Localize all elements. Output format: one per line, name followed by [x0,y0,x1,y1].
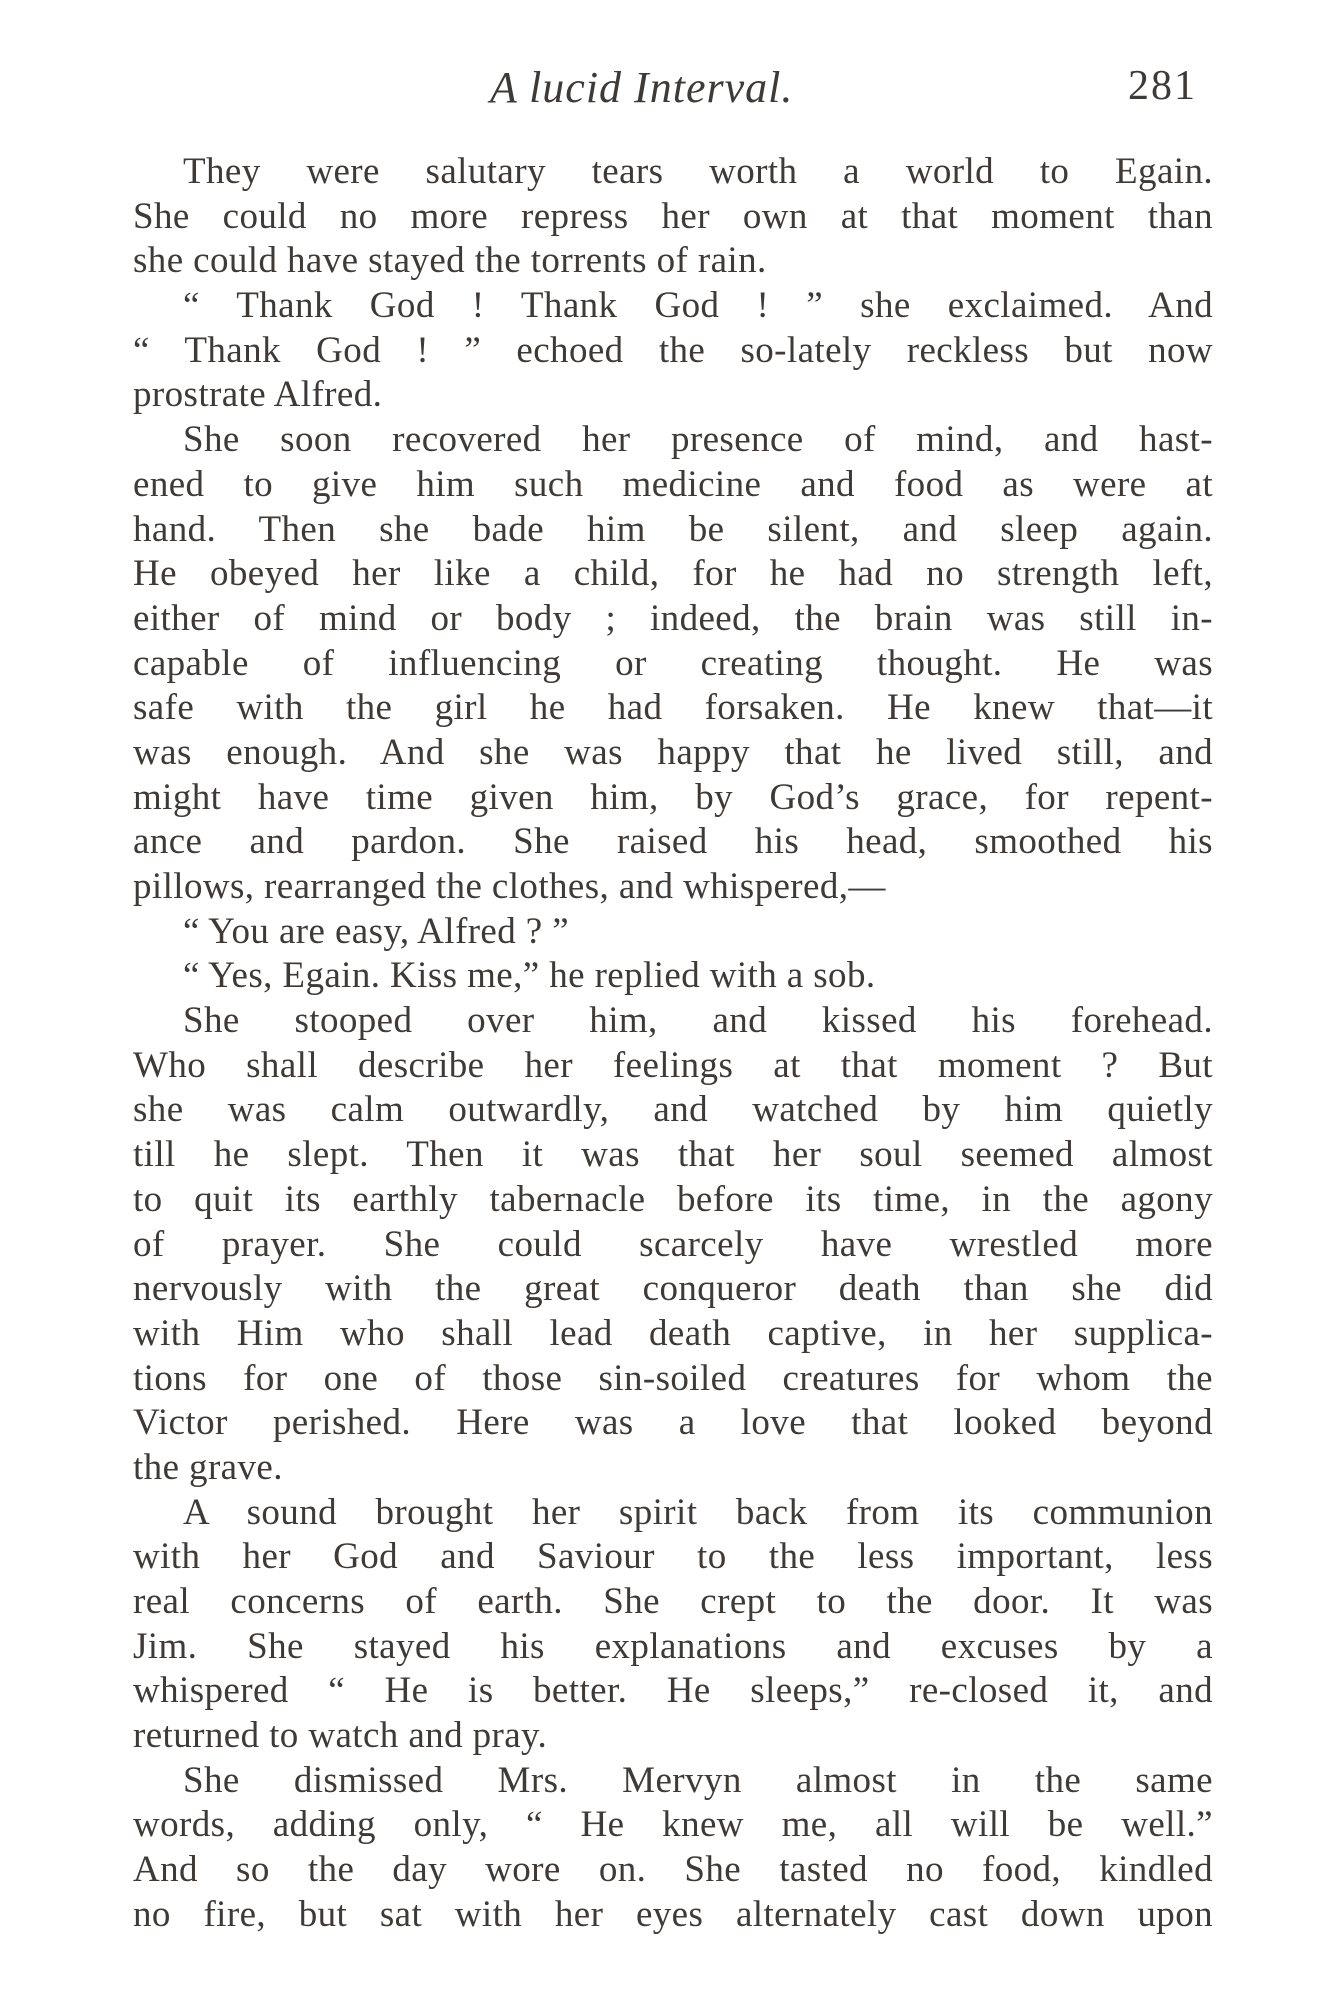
text-line: returned to watch and pray. [133,1715,548,1757]
text-line: with her God and Saviour to the less important, less [133,1536,1213,1578]
text-line: A sound brought her spirit back from its communion [183,1491,1213,1533]
page-number: 281 [1128,63,1197,109]
text-line: Who shall describe her feelings at that moment ? But [133,1044,1213,1086]
text-line: ened to give him such medicine and food as were at [133,463,1213,505]
text-line: capable of influencing or creating thought. He was [133,642,1213,684]
text-line: He obeyed her like a child, for he had no strength left, [133,553,1213,595]
text-line: She soon recovered her presence of mind, and hast- [183,419,1213,461]
text-line: Victor perished. Here was a love that looked beyond [133,1402,1213,1444]
text-line: And so the day wore on. She tasted no food, kindled [133,1849,1213,1891]
text-line: was enough. And she was happy that he lived still, and [133,731,1213,773]
text-line: “ Yes, Egain. Kiss me,” he replied with a sob. [183,955,876,997]
text-line: She dismissed Mrs. Mervyn almost in the same [183,1759,1213,1801]
text-line: whispered “ He is better. He sleeps,” re-closed it, and [133,1670,1213,1712]
text-line: either of mind or body ; indeed, the brain was still in- [133,597,1213,639]
text-line: “ Thank God ! ” echoed the so-lately reckless but now [133,329,1213,371]
text-line: real concerns of earth. She crept to the door. It was [133,1581,1213,1622]
text-line: safe with the girl he had forsaken. He knew that—it [133,687,1213,729]
text-line: They were salutary tears worth a world to Egain. [183,151,1213,192]
text-line: pillows, rearranged the clothes, and whispered,— [133,866,886,907]
text-line: ance and pardon. She raised his head, smoothed his [133,821,1213,863]
text-line: tions for one of those sin-soiled creatures for whom the [133,1357,1213,1399]
body-text [133,150,1213,1938]
text-line: She stooped over him, and kissed his forehead. [183,1000,1213,1042]
text-line: “ Thank God ! Thank God ! ” she exclaimed. And [183,285,1213,327]
text-line: hand. Then she bade him be silent, and sleep again. [133,508,1213,550]
text-line: with Him who shall lead death captive, in her supplica- [133,1312,1213,1354]
text-line: might have time given him, by God’s grace, for repent- [133,776,1213,818]
text-line: to quit its earthly tabernacle before its time, in the agony [133,1178,1213,1220]
text-line: Jim. She stayed his explanations and excuses by a [133,1625,1213,1667]
text-line: nervously with the great conqueror death than she did [133,1268,1213,1310]
text-line: no fire, but sat with her eyes alternately cast down upon [133,1893,1213,1935]
running-title: A lucid Interval. [490,63,794,112]
text-line: words, adding only, “ He knew me, all will be well.” [133,1804,1213,1846]
text-line: she could have stayed the torrents of rain. [133,240,767,282]
text-line: till he slept. Then it was that her soul seemed almost [133,1134,1213,1176]
text-line: “ You are easy, Alfred ? ” [183,910,570,952]
text-line: she was calm outwardly, and watched by him quietly [133,1089,1213,1131]
text-line: the grave. [133,1446,283,1488]
text-line: of prayer. She could scarcely have wrestled more [133,1223,1213,1265]
text-line: She could no more repress her own at that moment than [133,195,1213,237]
text-line: prostrate Alfred. [133,374,383,416]
